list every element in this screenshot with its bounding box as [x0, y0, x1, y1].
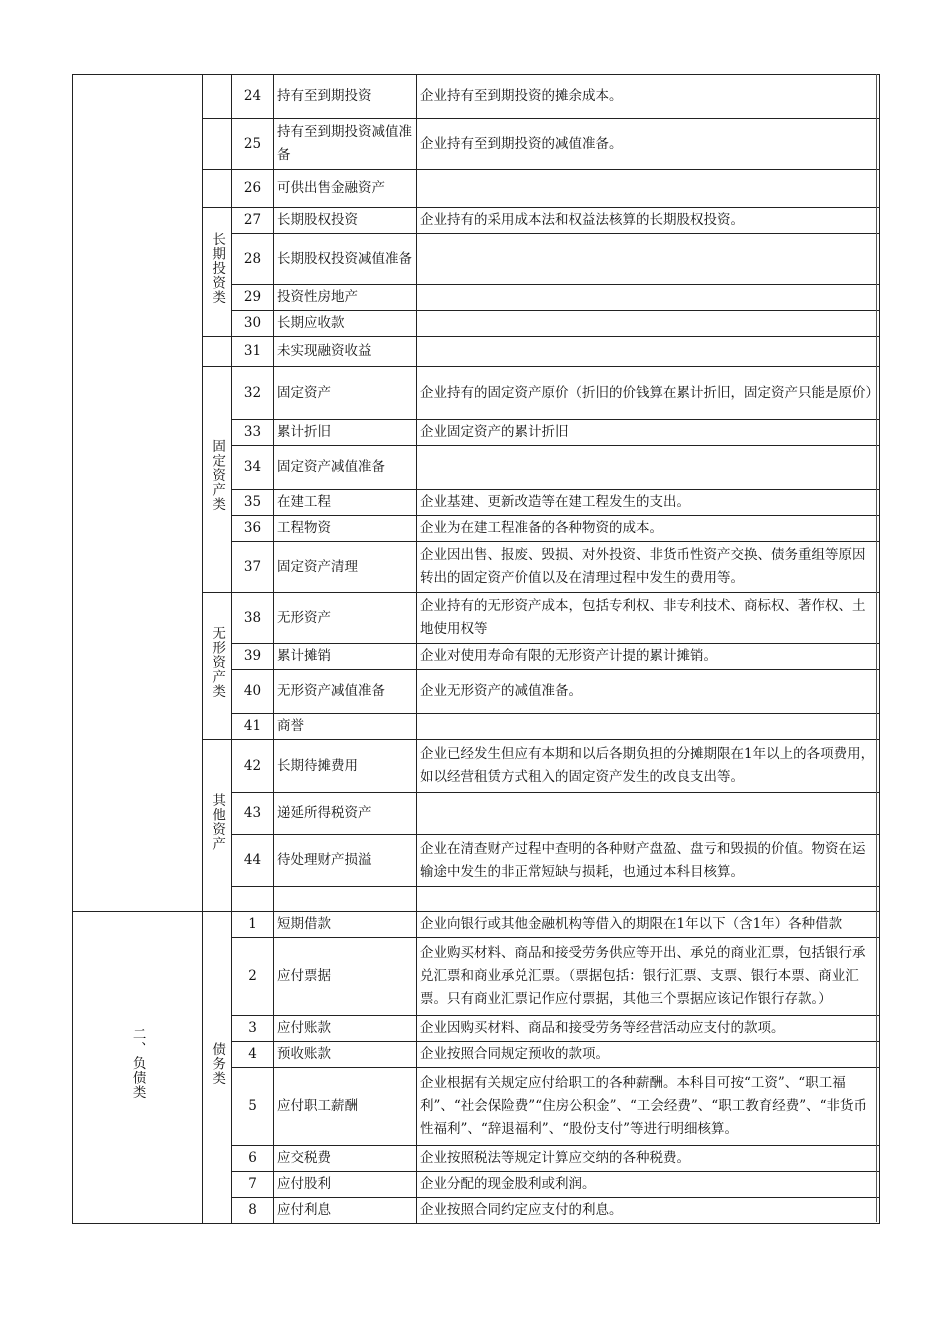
- row-number: 43: [232, 793, 274, 835]
- account-desc: 企业根据有关规定应付给职工的各种薪酬。本科目可按“工资”、“职工福利”、“社会保险费”“住房公积金”、“工会经费”、“职工教育经费”、“非货币性福利”、“辞退福利”、“股份支付”等进行明细核算。: [417, 1068, 880, 1146]
- group-cell: [203, 170, 232, 208]
- account-name: 递延所得税资产: [274, 793, 417, 835]
- account-name: 工程物资: [274, 516, 417, 542]
- account-name: 固定资产清理: [274, 542, 417, 593]
- account-name: 持有至到期投资减值准备: [274, 119, 417, 170]
- section-liabilities: [73, 912, 203, 1224]
- account-desc: 企业因购买材料、商品和接受劳务等经营活动应支付的款项。: [417, 1016, 880, 1042]
- group-label: 债务类: [209, 1041, 226, 1086]
- account-name: 待处理财产损溢: [274, 835, 417, 887]
- account-name: 商誉: [274, 714, 417, 740]
- row-number: 3: [232, 1016, 274, 1042]
- account-desc: 企业为在建工程准备的各种物资的成本。: [417, 516, 880, 542]
- account-name: 应交税费: [274, 1146, 417, 1172]
- account-name: 累计折旧: [274, 420, 417, 446]
- account-desc: 企业无形资产的减值准备。: [417, 670, 880, 714]
- account-desc: [417, 337, 880, 367]
- account-name: 无形资产减值准备: [274, 670, 417, 714]
- account-desc: [417, 311, 880, 337]
- account-desc: 企业持有至到期投资的摊余成本。: [417, 75, 880, 119]
- group-intangible-assets: [203, 593, 232, 740]
- section-title: 二、负债类: [129, 1027, 146, 1100]
- account-desc: 企业按照税法等规定计算应交纳的各种税费。: [417, 1146, 880, 1172]
- account-desc: 企业持有至到期投资的减值准备。: [417, 119, 880, 170]
- account-name: 预收账款: [274, 1042, 417, 1068]
- account-name: 长期待摊费用: [274, 740, 417, 793]
- section-cell-assets: [73, 75, 203, 912]
- account-desc: [417, 714, 880, 740]
- account-name: 固定资产减值准备: [274, 446, 417, 490]
- empty-cell: [232, 887, 274, 912]
- group-long-term-investment: [203, 208, 232, 337]
- empty-cell: [274, 887, 417, 912]
- row-number: 26: [232, 170, 274, 208]
- row-number: 34: [232, 446, 274, 490]
- row-number: 6: [232, 1146, 274, 1172]
- group-cell: [203, 337, 232, 367]
- account-desc: 企业按照合同规定预收的款项。: [417, 1042, 880, 1068]
- row-number: 33: [232, 420, 274, 446]
- account-name: 应付票据: [274, 938, 417, 1016]
- account-desc: [417, 170, 880, 208]
- row-number: 38: [232, 593, 274, 644]
- account-desc: 企业按照合同约定应支付的利息。: [417, 1198, 880, 1224]
- row-number: 40: [232, 670, 274, 714]
- row-number: 8: [232, 1198, 274, 1224]
- group-fixed-assets: [203, 367, 232, 593]
- row-number: 32: [232, 367, 274, 420]
- row-number: 41: [232, 714, 274, 740]
- account-name: 应付股利: [274, 1172, 417, 1198]
- row-number: 7: [232, 1172, 274, 1198]
- group-cell: [203, 119, 232, 170]
- account-name: 未实现融资收益: [274, 337, 417, 367]
- group-cell: [203, 75, 232, 119]
- row-number: 35: [232, 490, 274, 516]
- account-desc: 企业对使用寿命有限的无形资产计提的累计摊销。: [417, 644, 880, 670]
- account-desc: 企业因出售、报废、毁损、对外投资、非货币性资产交换、债务重组等原因转出的固定资产价值以及在清理过程中发生的费用等。: [417, 542, 880, 593]
- row-number: 2: [232, 938, 274, 1016]
- account-name: 长期股权投资: [274, 208, 417, 234]
- account-name: 累计摊销: [274, 644, 417, 670]
- account-desc: 企业固定资产的累计折旧: [417, 420, 880, 446]
- account-name: 长期股权投资减值准备: [274, 234, 417, 285]
- row-number: 44: [232, 835, 274, 887]
- account-name: 应付职工薪酬: [274, 1068, 417, 1146]
- account-name: 可供出售金融资产: [274, 170, 417, 208]
- account-desc: 企业持有的固定资产原价（折旧的价钱算在累计折旧，固定资产只能是原价）: [417, 367, 880, 420]
- account-name: 在建工程: [274, 490, 417, 516]
- account-desc: 企业持有的采用成本法和权益法核算的长期股权投资。: [417, 208, 880, 234]
- account-name: 应付利息: [274, 1198, 417, 1224]
- row-number: 30: [232, 311, 274, 337]
- account-table: [72, 74, 880, 1224]
- row-number: 39: [232, 644, 274, 670]
- group-label: 无形资产类: [209, 625, 226, 699]
- account-name: 无形资产: [274, 593, 417, 644]
- account-name: 应付账款: [274, 1016, 417, 1042]
- account-desc: 企业向银行或其他金融机构等借入的期限在1年以下（含1年）各种借款: [417, 912, 880, 938]
- account-desc: 企业购买材料、商品和接受劳务供应等开出、承兑的商业汇票，包括银行承兑汇票和商业承兑汇票。（票据包括：银行汇票、支票、银行本票、商业汇票。只有商业汇票记作应付票据，其他三个票据应该记作银行存款。）: [417, 938, 880, 1016]
- account-name: 短期借款: [274, 912, 417, 938]
- row-number: 37: [232, 542, 274, 593]
- account-desc: 企业在清查财产过程中查明的各种财产盘盈、盘亏和毁损的价值。物资在运输途中发生的非正常短缺与损耗，也通过本科目核算。: [417, 835, 880, 887]
- account-desc: [417, 285, 880, 311]
- group-debt: [203, 912, 232, 1224]
- account-desc: 企业持有的无形资产成本，包括专利权、非专利技术、商标权、著作权、土地使用权等: [417, 593, 880, 644]
- row-number: 31: [232, 337, 274, 367]
- row-number: 25: [232, 119, 274, 170]
- group-other-assets: [203, 740, 232, 912]
- account-desc: 企业分配的现金股利或利润。: [417, 1172, 880, 1198]
- account-name: 持有至到期投资: [274, 75, 417, 119]
- group-label: 其他资产: [209, 792, 226, 851]
- row-number: 36: [232, 516, 274, 542]
- row-number: 4: [232, 1042, 274, 1068]
- row-number: 42: [232, 740, 274, 793]
- account-name: 投资性房地产: [274, 285, 417, 311]
- row-number: 24: [232, 75, 274, 119]
- row-number: 27: [232, 208, 274, 234]
- group-label: 长期投资类: [209, 231, 226, 305]
- account-name: 长期应收款: [274, 311, 417, 337]
- row-number: 1: [232, 912, 274, 938]
- row-number: 29: [232, 285, 274, 311]
- row-number: 28: [232, 234, 274, 285]
- account-desc: 企业基建、更新改造等在建工程发生的支出。: [417, 490, 880, 516]
- account-desc: 企业已经发生但应有本期和以后各期负担的分摊期限在1年以上的各项费用，如以经营租赁方式租入的固定资产发生的改良支出等。: [417, 740, 880, 793]
- account-desc: [417, 793, 880, 835]
- account-name: 固定资产: [274, 367, 417, 420]
- empty-cell: [417, 887, 880, 912]
- account-desc: [417, 446, 880, 490]
- account-desc: [417, 234, 880, 285]
- group-label: 固定资产类: [209, 439, 226, 512]
- table-right-border: [876, 74, 879, 1222]
- row-number: 5: [232, 1068, 274, 1146]
